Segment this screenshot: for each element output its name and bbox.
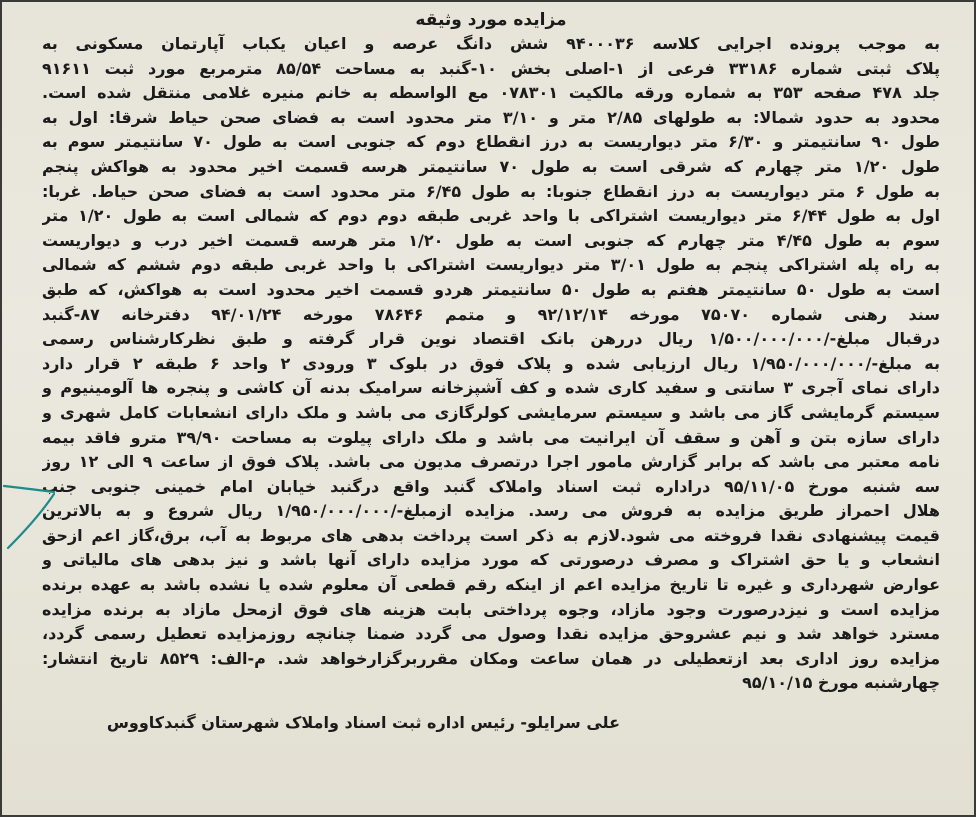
auction-notice — [2, 2, 974, 736]
notice-line: به طول ۶ متر دیواریست به درز انقطاع جنوبا: به طول ۶/۴۵ متر محدود است به فضای صحن حیاط. غربا: — [42, 181, 940, 201]
notice-line: به مبلغ-/۱/۹۵۰/۰۰۰/۰۰۰ ریال ارزیابی شده و پلاک فوق در بلوک ۳ ورودی ۲ واحد ۶ طبقه ۲ قرار دارد — [42, 353, 940, 373]
notice-line: هلال احمراز طریق مزایده به فروش می رسد. مزایده ازمبلغ-/۱/۹۵۰/۰۰۰/۰۰۰ ریال شروع و به بالاترین — [42, 501, 940, 521]
notice-line: به راه پله اشتراکی پنجم به طول ۳/۰۱ متر دیواریست اشتراکی با واحد غربی طبقه دوم ششم که شمالی — [42, 255, 940, 275]
notice-line: عوارض شهرداری و غیره تا تاریخ مزایده اعم از اینکه رقم قطعی آن معلوم شده یا نشده باشد به عهده برنده — [42, 575, 940, 595]
notice-line: سه شنبه مورخ ۹۵/۱۱/۰۵ دراداره ثبت اسناد واملاک گنبد واقع درگنبد خیابان امام خمینی جنوبی جنب — [42, 476, 940, 496]
notice-line: مزایده روز اداری بعد ازتعطیلی در همان ساعت ومکان مقرربرگزارخواهد شد. م-الف: ۸۵۲۹ تاریخ انتشار: — [42, 648, 940, 668]
notice-line: درقبال مبلغ-/۱/۵۰۰/۰۰۰/۰۰۰ ریال دررهن بانک اقتصاد نوین قرار گرفته و طبق نظرکارشناس رسمی — [42, 329, 940, 349]
notice-line: اول به طول ۶/۴۴ متر دیواریست اشتراکی با واحد غربی طبقه دوم دوم که شمالی است به طول ۱/۲۰ متر — [42, 206, 940, 226]
notice-line: چهارشنبه مورخ ۹۵/۱۰/۱۵ — [742, 673, 940, 693]
notice-line: پلاک ثبتی شماره ۳۳۱۸۶ فرعی از ۱-اصلی بخش ۱۰-گنبد به مساحت ۸۵/۵۴ مترمربع مورد ثبت ۹۱۶۱۱ — [42, 58, 940, 78]
notice-title: مزایده مورد وثیقه — [415, 10, 567, 30]
pen-mark — [2, 472, 62, 552]
notice-line: نامه معتبر می باشد که برابر گزارش مامور اجرا درتصرف مدیون می باشد. پلاک فوق از ساعت ۹ الی ۱۲ روز — [42, 452, 940, 472]
notice-line: انشعاب و یا حق اشتراک و مصرف درصورتی که مورد مزایده دارای آنها باشد و نیز بدهی های مالیاتی و — [42, 550, 940, 570]
notice-line: سند رهنی شماره ۷۵۰۷۰ مورخه ۹۲/۱۲/۱۴ و متمم ۷۸۶۴۶ مورخه ۹۴/۰۱/۲۴ دفترخانه ۸۷-گنبد — [42, 304, 940, 324]
notice-line: طول ۱/۲۰ متر چهارم که شرقی است به طول ۷۰ سانتیمتر هرسه قسمت اخیر محدود به هواکش پنجم — [42, 156, 940, 176]
notice-line: طول ۹۰ سانتیمتر و ۶/۳۰ متر دیواریست به درز انقطاع دوم که جنوبی است به طول ۷۰ سانتیمتر سوم به — [42, 132, 940, 152]
notice-body — [42, 32, 940, 696]
notice-line: جلد ۴۷۸ صفحه ۳۵۳ به شماره ورقه مالکیت ۰۷۸۳۰۱ مع الواسطه به خانم منیره غلامی منتقل شده است. — [42, 83, 940, 103]
notice-line: مسترد خواهد شد و نیم عشروحق مزایده نقدا وصول می گردد ضمنا چنانچه روزمزایده تعطیل رسمی گردد، — [42, 624, 940, 644]
notice-line: سیستم گرمایشی گاز می باشد و سیستم سرمایشی کولرگازی می باشد و ملک دارای انشعابات کامل شهری و — [42, 402, 940, 422]
notice-line: به موجب پرونده اجرایی کلاسه ۹۴۰۰۰۳۶ شش دانگ عرصه و اعیان یکباب آپارتمان مسکونی به — [42, 34, 940, 53]
notice-line: قیمت پیشنهادی نقدا فروخته می شود.لازم به ذکر است پرداخت بدهی های مربوط به آب، برق،گاز اعم ازحق — [42, 525, 940, 545]
signature: علی سرایلو- رئیس اداره ثبت اسناد واملاک شهرستان گنبدکاووس — [106, 713, 620, 733]
notice-line: دارای نمای آجری ۳ سانتی و سفید کاری شده و کف آشپزخانه سرامیک بدنه آن کاشی و پنجره ها آلومینیوم و — [42, 378, 940, 398]
notice-line: محدود به حدود شمالا: به طولهای ۲/۸۵ متر و ۳/۱۰ متر محدود است به فضای صحن حیاط شرقا: اول به — [42, 107, 940, 127]
notice-line: سوم به طول ۴/۴۵ متر چهارم که جنوبی است به طول ۱/۲۰ متر هرسه قسمت اخیر درب و دیواریست — [42, 230, 940, 250]
notice-line: مزایده است و نیزدرصورت وجود مازاد، وجوه پرداختی بابت هزینه های فوق ازمحل مازاد به برنده مزایده — [42, 599, 940, 619]
notice-line: است به طول ۵۰ سانتیمتر هفتم به طول ۵۰ سانتیمتر هردو قسمت اخیر محدود است به هواکش، که طبق — [42, 279, 940, 299]
notice-line: دارای سازه بتن و آهن و سقف آن ایرانیت می باشد و ملک دارای پیلوت به مساحت ۳۹/۹۰ مترو فاقد بیمه — [42, 427, 940, 447]
